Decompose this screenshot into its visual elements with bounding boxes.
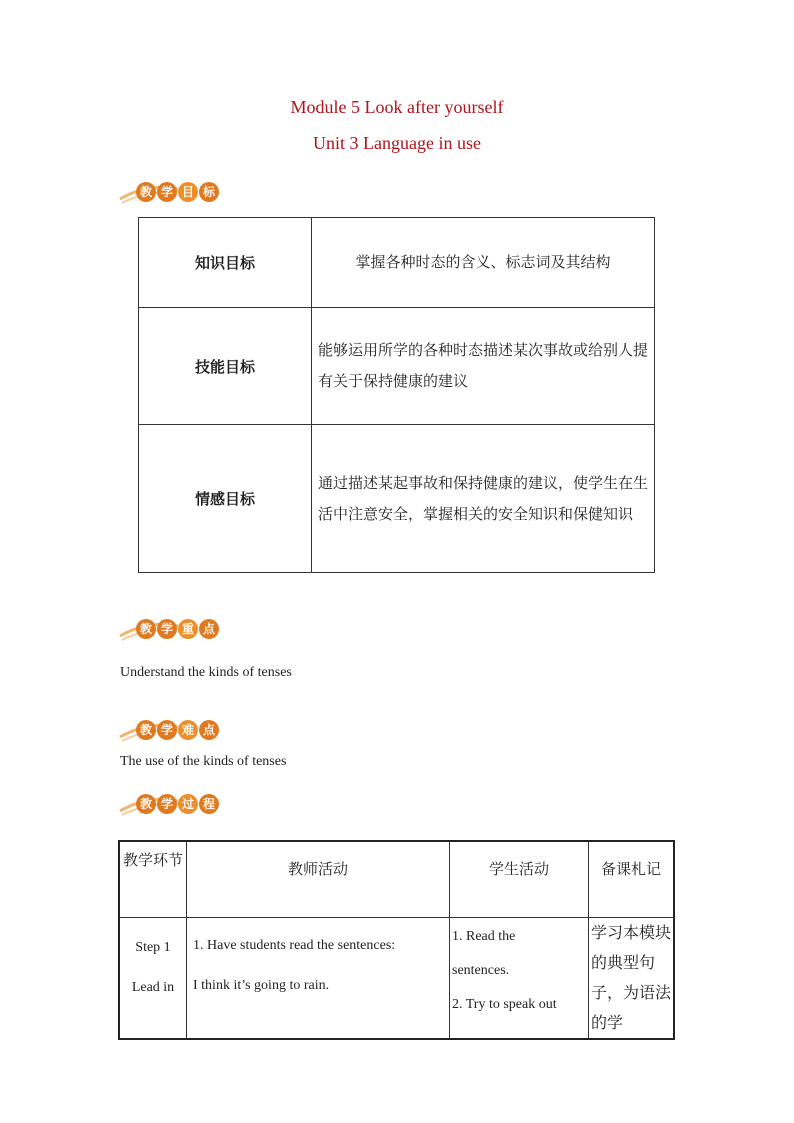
- badge-char: 教: [136, 720, 156, 740]
- goal-label: 知识目标: [139, 218, 312, 308]
- badge-char: 难: [178, 720, 198, 740]
- badge-char: 点: [199, 619, 219, 639]
- section-badge-goals: [118, 179, 219, 205]
- goal-text: 能够运用所学的各种时态描述某次事故或给别人提有关于保持健康的建议: [312, 308, 655, 425]
- badge-char: 学: [157, 794, 177, 814]
- table-row: [119, 917, 674, 1039]
- section-badge-key: [118, 616, 219, 642]
- header-cell-student: 学生活动: [450, 841, 589, 917]
- step-sublabel: Lead in: [131, 979, 175, 995]
- section-badge-difficulty: [118, 717, 219, 743]
- badge-char: 教: [136, 182, 156, 202]
- unit-title: Unit 3 Language in use: [313, 133, 481, 153]
- table-row: [139, 308, 655, 425]
- goal-label: 技能目标: [139, 308, 312, 425]
- student-activity-line: 1. Read the: [452, 928, 516, 944]
- badge-char: 点: [199, 720, 219, 740]
- header-cell-notes: 备课札记: [589, 841, 675, 917]
- module-title: Module 5 Look after yourself: [290, 97, 504, 117]
- step-label: Step 1: [135, 939, 171, 955]
- header-cell-stage: 教学环节: [119, 841, 187, 917]
- student-activity-line: sentences.: [452, 962, 510, 978]
- table-header-row: [119, 841, 674, 917]
- teacher-activity-cell: [187, 917, 450, 1039]
- goal-label: 情感目标: [139, 425, 312, 573]
- goal-text: 掌握各种时态的含义、标志词及其结构: [312, 218, 655, 308]
- badge-char: 教: [136, 619, 156, 639]
- badge-char: 学: [157, 720, 177, 740]
- student-activity-cell: [450, 917, 589, 1039]
- badge-char: 标: [199, 182, 219, 202]
- key-point-text: Understand the kinds of tenses: [120, 665, 292, 680]
- badge-char: 过: [178, 794, 198, 814]
- goals-table: [138, 217, 655, 573]
- badge-char: 程: [199, 794, 219, 814]
- badge-char: 学: [157, 619, 177, 639]
- header-cell-teacher: 教师活动: [187, 841, 450, 917]
- teacher-activity-line: 1. Have students read the sentences:: [193, 937, 396, 953]
- step-cell: [119, 917, 187, 1039]
- teacher-activity-line: I think it’s going to rain.: [193, 977, 330, 993]
- badge-char: 教: [136, 794, 156, 814]
- badge-char: 重: [178, 619, 198, 639]
- badge-char: 学: [157, 182, 177, 202]
- badge-char: 目: [178, 182, 198, 202]
- goal-text: 通过描述某起事故和保持健康的建议，使学生在生活中注意安全，掌握相关的安全知识和保健知识: [312, 425, 655, 573]
- student-activity-line: 2. Try to speak out: [452, 996, 557, 1012]
- difficult-point-text: The use of the kinds of tenses: [120, 754, 287, 769]
- section-badge-process: [118, 791, 219, 817]
- notes-cell: 学习本模块的典型句子，为语法的学: [589, 917, 675, 1039]
- table-row: [139, 218, 655, 308]
- table-row: [139, 425, 655, 573]
- process-table: [118, 840, 675, 1040]
